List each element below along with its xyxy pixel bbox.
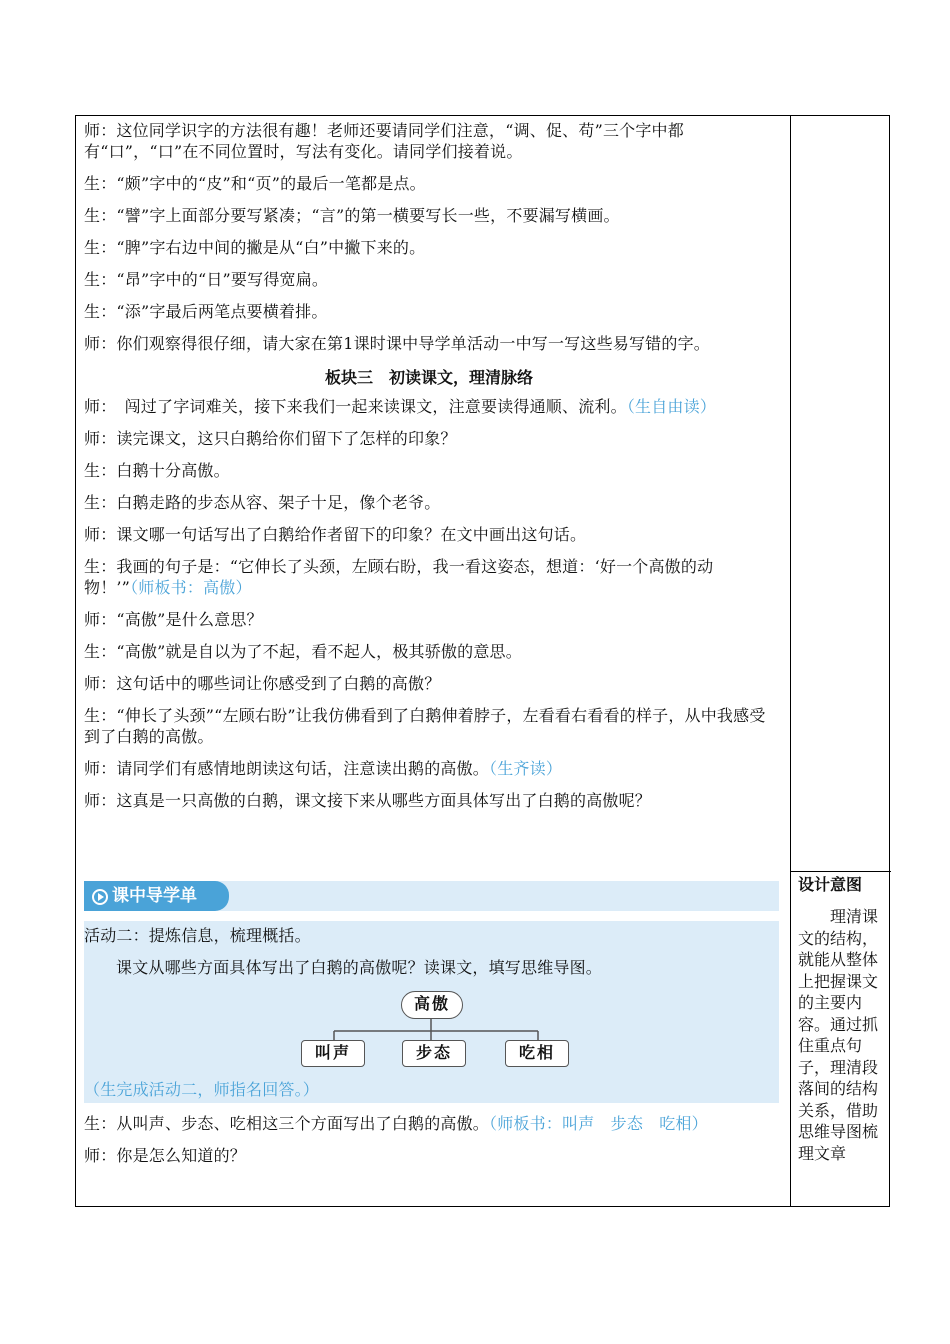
stage-note: （生齐读） [489, 759, 563, 778]
design-intent-body [798, 906, 878, 1164]
dialogue-line: 师：请同学们有感情地朗读这句话，注意读出鹅的高傲。（生齐读） [84, 759, 563, 778]
activity-title: 活动二：提炼信息，梳理概括。 [84, 926, 311, 945]
dialogue-line: 生：“昂”字中的“日”要写得宽扁。 [84, 270, 329, 289]
dialogue-line: 生：“添”字最后两笔点要横着排。 [84, 302, 328, 321]
column-divider [790, 116, 791, 1206]
dialogue-line: 生：“譬”字上面部分要写紧凑；“言”的第一横要写长一些，不要漏写横画。 [84, 206, 620, 225]
dialogue-line: 生：我画的句子是：“它伸长了头颈，左顾右盼，我一看这姿态，想道：‘好一个高傲的动物！’”（师板书：高傲） [84, 557, 714, 597]
activity-box [84, 921, 779, 1103]
dialogue-line: 师：课文哪一句话写出了白鹅给作者留下的印象？在文中画出这句话。 [84, 525, 587, 544]
dialogue-line: 师：读完课文，这只白鹅给你们留下了怎样的印象？ [84, 429, 457, 448]
stage-note: （生自由读） [626, 397, 717, 416]
stage-note: （师板书：叫声 步态 吃相） [489, 1114, 708, 1133]
dialogue-line: 生：白鹅走路的步态从容、架子十足，像个老爷。 [84, 493, 441, 512]
stage-note: （师板书：高傲） [130, 578, 252, 597]
dialogue-line: 生：“脾”字右边中间的撇是从“白”中撇下来的。 [84, 238, 426, 257]
dialogue-line: 生：“颇”字中的“皮”和“页”的最后一笔都是点。 [84, 174, 426, 193]
dialogue-line: 生：从叫声、步态、吃相这三个方面写出了白鹅的高傲。（师板书：叫声 步态 吃相） [84, 1114, 708, 1133]
dialogue-line: 师：“高傲”是什么意思？ [84, 610, 263, 629]
section-heading: 板块三 初读课文，理清脉络 [324, 368, 533, 387]
dialogue-line: 师： 闯过了字词难关，接下来我们一起来读课文，注意要读得通顺、流利。（生自由读） [84, 397, 717, 416]
mindmap-node: 吃相 [505, 1040, 569, 1067]
dialogue-line: 师：你们观察得很仔细，请大家在第1课时课中导学单活动一中写一写这些易写错的字。 [84, 334, 710, 353]
mindmap-root: 高傲 [401, 991, 463, 1019]
lesson-table [75, 115, 890, 1207]
play-icon [92, 889, 108, 905]
guide-sheet-banner [84, 881, 779, 911]
design-intent-title: 设计意图 [798, 875, 863, 894]
design-intent-text: 理清课文的结构，就能从整体上把握课文的主要内容。通过抓住重点句子，理清段落间的结构关系，借助思维导图梳理文章 [798, 907, 879, 1163]
guide-sheet-tab: 课中导学单 [84, 881, 229, 911]
dialogue-line: 师：这真是一只高傲的白鹅，课文接下来从哪些方面具体写出了白鹅的高傲呢？ [84, 791, 652, 810]
dialogue-line: 生：“高傲”就是自以为了不起，看不起人，极其骄傲的意思。 [84, 642, 522, 661]
dialogue-line: 师：你是怎么知道的？ [84, 1146, 247, 1165]
dialogue-line: 生：白鹅十分高傲。 [84, 461, 230, 480]
activity-note: （生完成活动二，师指名回答。） [84, 1080, 320, 1099]
activity-prompt: 课文从哪些方面具体写出了白鹅的高傲呢？读课文，填写思维导图。 [116, 958, 603, 977]
mindmap-node: 叫声 [301, 1040, 365, 1067]
design-intent-column [798, 872, 878, 895]
dialogue-line: 师：这位同学识字的方法很有趣！老师还要请同学们注意，“调、促、苟”三个字中都有“口”，“口”在不同位置时，写法有变化。请同学们接着说。 [84, 121, 684, 161]
dialogue-line: 生：“伸长了头颈”“左顾右盼”让我仿佛看到了白鹅伸着脖子，左看看右看看的样子，从中我感受到了白鹅的高傲。 [84, 706, 766, 746]
dialogue-line: 师：这句话中的哪些词让你感受到了白鹅的高傲？ [84, 674, 441, 693]
mindmap-node: 步态 [402, 1040, 466, 1067]
